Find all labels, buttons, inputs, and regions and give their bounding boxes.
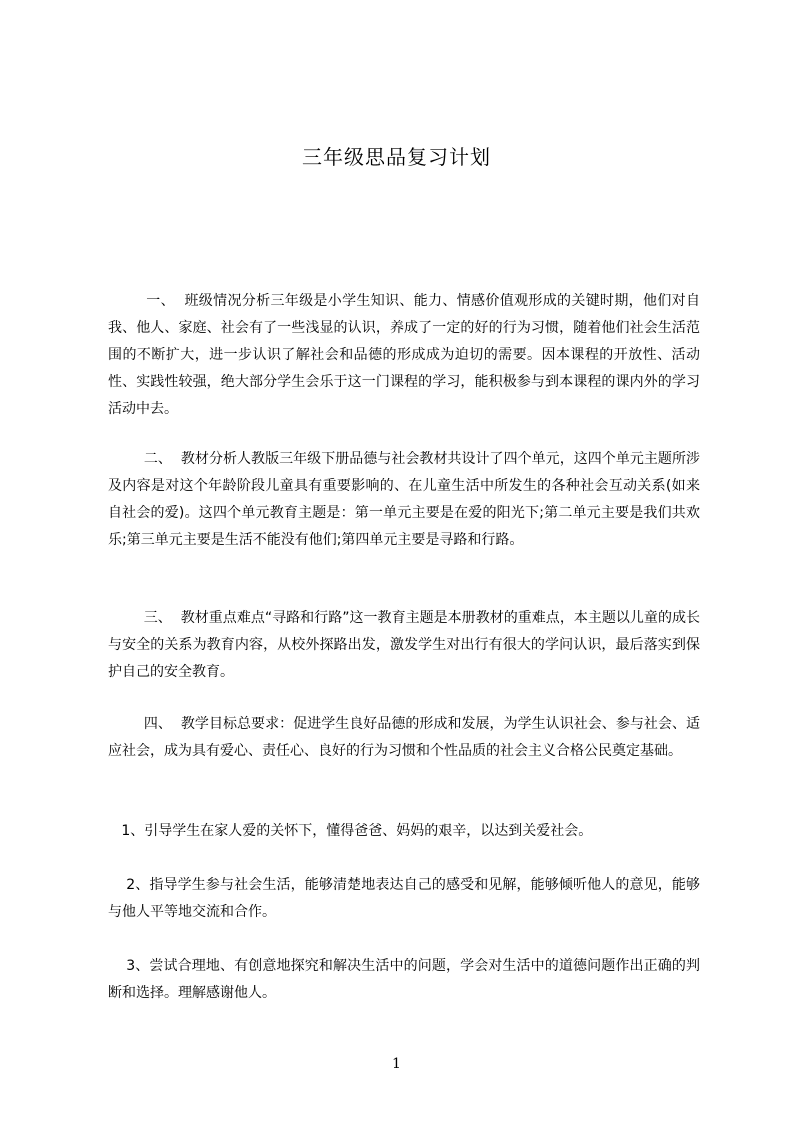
paragraph-key-difficulties: 三、 教材重点难点“寻路和行路”这一教育主题是本册教材的重难点，本主题以儿童的成长与安全的关系为教育内容，从校外探路出发，激发学生对出行有很大的学问认识，最后落实到保护自己的安全教育。 bbox=[108, 610, 700, 680]
goal-item-3: 3、尝试合理地、有创意地探究和解决生活中的问题，学会对生活中的道德问题作出正确的判断和选择。理解感谢他人。 bbox=[108, 958, 700, 1001]
page-number: 1 bbox=[392, 1056, 401, 1072]
goal-item-2: 2、指导学生参与社会生活，能够清楚地表达自己的感受和见解，能够倾听他人的意见，能够与他人平等地交流和合作。 bbox=[108, 877, 700, 920]
paragraph-textbook-analysis: 二、 教材分析人教版三年级下册品德与社会教材共设计了四个单元，这四个单元主题所涉及内容是对这个年龄阶段儿童具有重要影响的、在儿童生活中所发生的各种社会互动关系(如来自社会的爱)。这四个单元教育主题是：第一单元主要是在爱的阳光下;第二单元主要是我们共欢乐;第三单元主要是生活不能没有他们;第四单元主要是寻路和行路。 bbox=[108, 451, 700, 548]
document-title: 三年级思品复习计划 bbox=[302, 145, 491, 169]
paragraph-class-analysis: 一、 班级情况分析三年级是小学生知识、能力、情感价值观形成的关键时期，他们对自我、他人、家庭、社会有了一些浅显的认识，养成了一定的好的行为习惯，随着他们社会生活范围的不断扩大，进一步认识了解社会和品德的形成成为迫切的需要。因本课程的开放性、活动性、实践性较强，绝大部分学生会乐于这一门课程的学习，能积极参与到本课程的课内外的学习活动中去。 bbox=[108, 293, 700, 417]
paragraph-teaching-goals: 四、 教学目标总要求：促进学生良好品德的形成和发展，为学生认识社会、参与社会、适应社会，成为具有爱心、责任心、良好的行为习惯和个性品质的社会主义合格公民奠定基础。 bbox=[108, 716, 700, 759]
goal-item-1: 1、引导学生在家人爱的关怀下，懂得爸爸、妈妈的艰辛，以达到关爱社会。 bbox=[108, 823, 593, 839]
